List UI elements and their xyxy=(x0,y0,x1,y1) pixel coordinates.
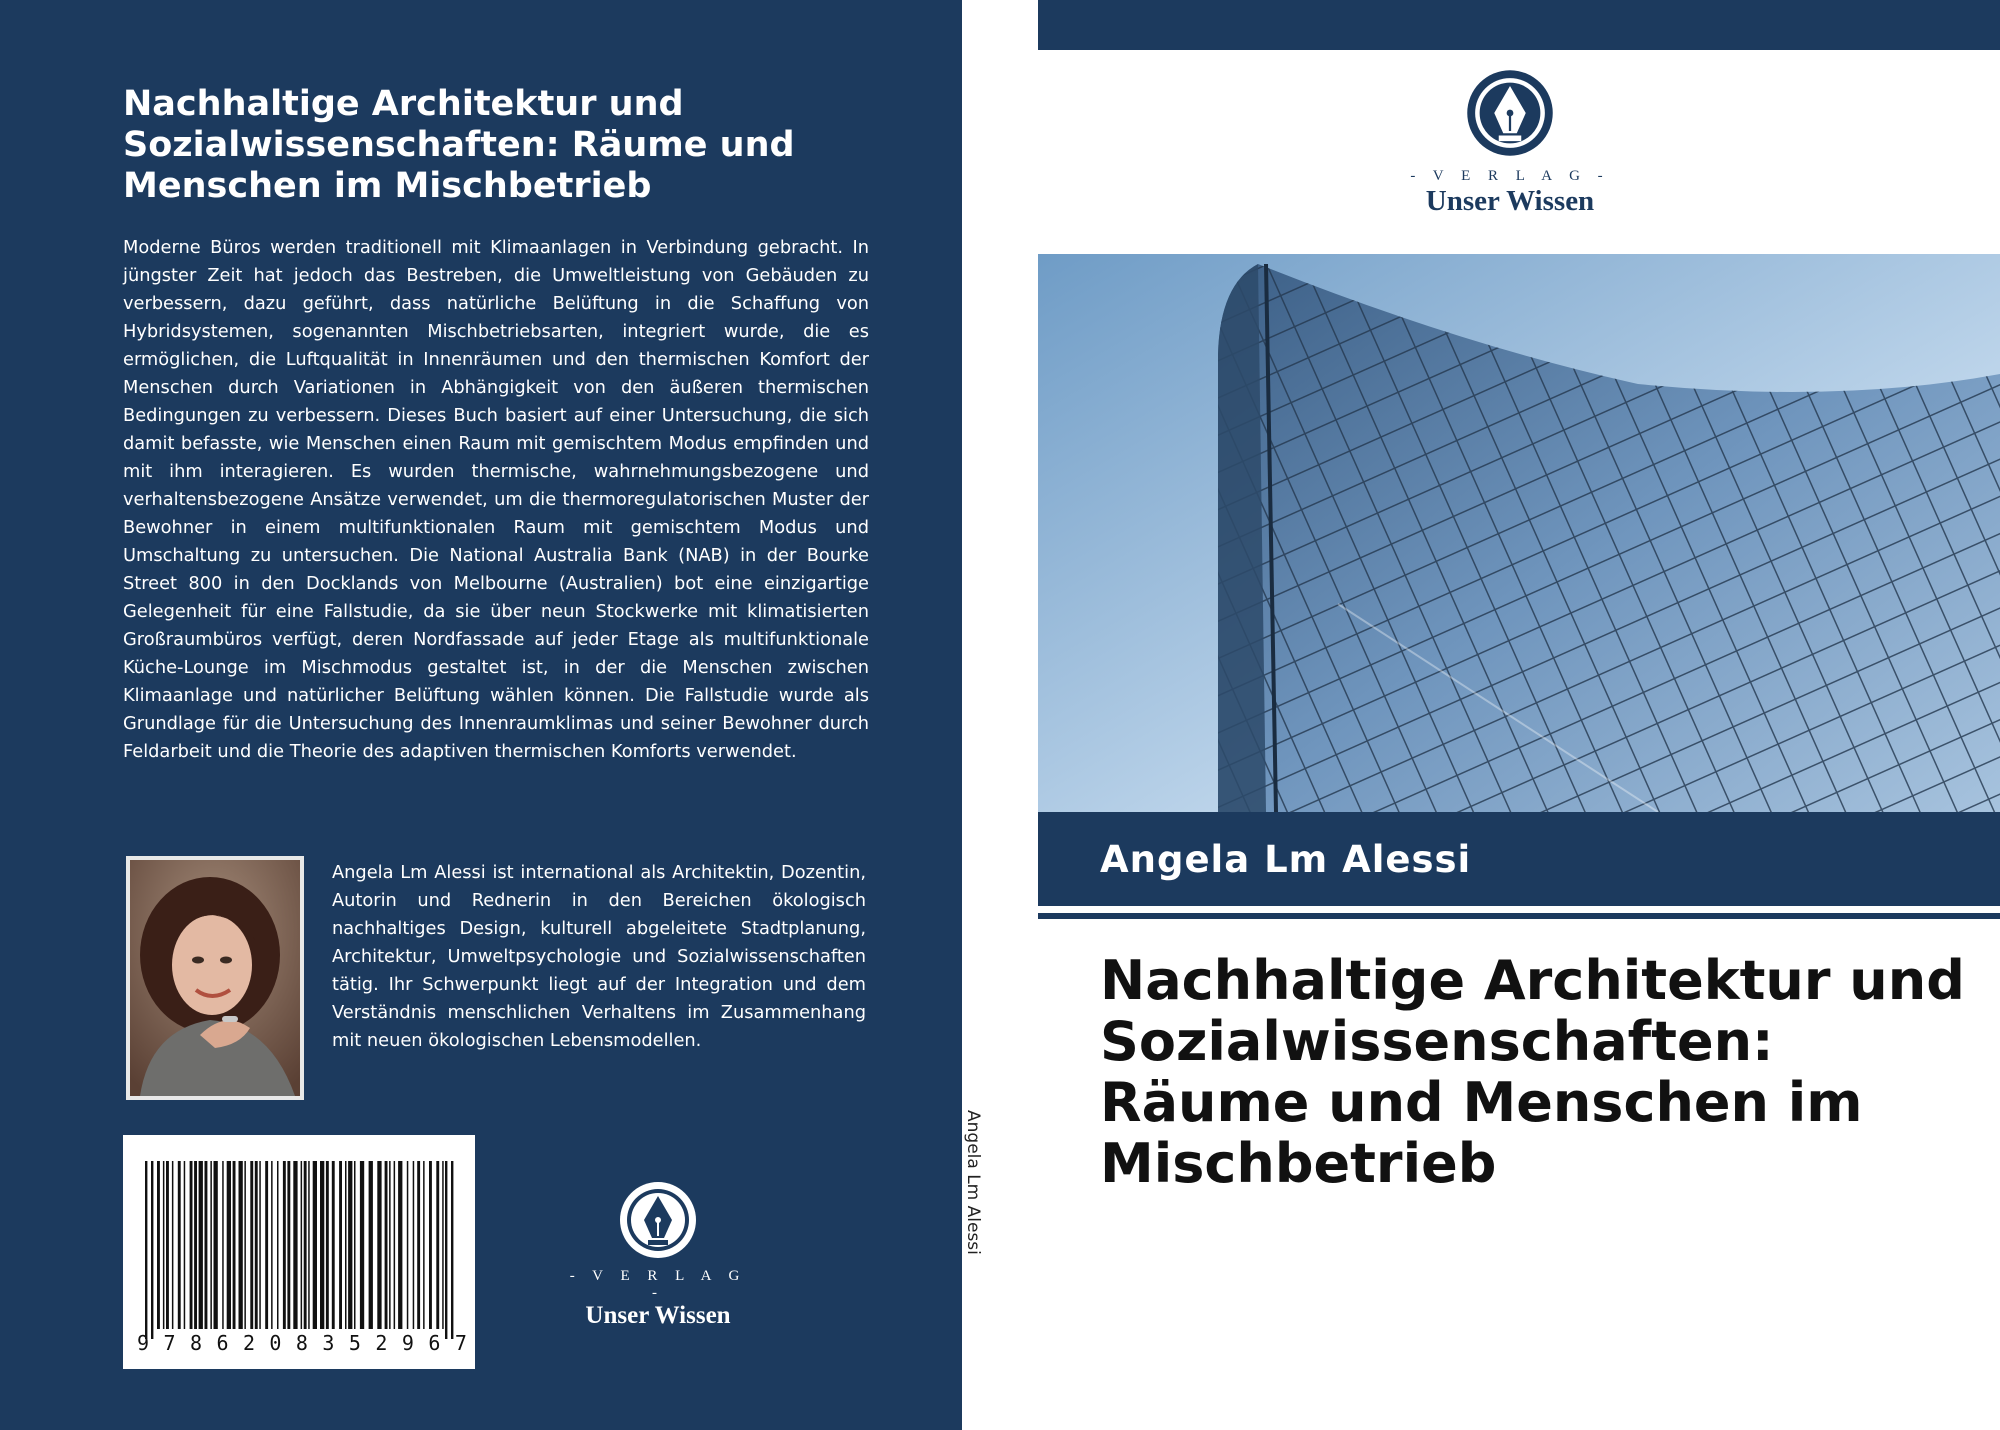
front-cover-title: Nachhaltige Architektur und Sozialwissenschaften: Räume und Menschen im Mischbetrieb xyxy=(1100,949,1965,1195)
isbn-digit: 5 xyxy=(348,1331,361,1355)
isbn-digit: 8 xyxy=(189,1331,203,1355)
front-logo-name: Unser Wissen xyxy=(1425,185,1595,217)
front-author-name: Angela Lm Alessi xyxy=(1100,838,1472,881)
isbn-digit: 9 xyxy=(137,1331,150,1355)
fountain-pen-nib-icon xyxy=(618,1180,698,1260)
isbn-digit: 0 xyxy=(269,1331,282,1355)
back-logo-name: Unser Wissen xyxy=(585,1302,731,1329)
back-logo-verlag: - V E R L A G - xyxy=(569,1268,747,1301)
isbn-digit: 6 xyxy=(428,1331,441,1355)
front-top-bar xyxy=(1038,0,2000,50)
isbn-digit: 2 xyxy=(375,1331,388,1355)
isbn-digit: 8 xyxy=(295,1331,308,1355)
front-divider-rule xyxy=(1038,913,2000,919)
author-photo xyxy=(126,856,304,1100)
cover-photo-glass-building xyxy=(1038,254,2000,812)
isbn-number xyxy=(137,1331,467,1355)
front-publisher-logo xyxy=(1400,68,1620,218)
isbn-digit: 2 xyxy=(242,1331,255,1355)
spine-author: Angela Lm Alessi xyxy=(963,1110,983,1255)
back-cover-title: Nachhaltige Architektur und Sozialwissenschaften: Räume und Menschen im Mischbetrieb xyxy=(123,84,795,206)
isbn-digit: 6 xyxy=(216,1331,229,1355)
fountain-pen-nib-icon xyxy=(1465,68,1555,158)
front-author-bar xyxy=(1038,812,2000,906)
back-publisher-logo xyxy=(560,1180,756,1330)
isbn-digit: 7 xyxy=(454,1331,467,1355)
isbn-digit: 9 xyxy=(401,1331,414,1355)
front-logo-verlag: - V E R L A G - xyxy=(1410,168,1610,184)
back-cover-blurb: Moderne Büros werden traditionell mit Klimaanlagen in Verbindung gebracht. In jüngster Zeit hat jedoch das Bestreben, die Umweltleistung von Gebäuden zu verbessern, dazu geführt, dass natürliche Belüftung in die Schaffung von Hybridsystemen, sogenannten Mischbetriebsarten, integriert wurde, die es ermöglichen, die Luftqualität in Innenräumen und den thermischen Komfort der Menschen durch Variationen in Abhängigkeit von den äußeren thermischen Bedingungen zu verbessern. Dieses Buch basiert auf einer Untersuchung, die sich damit befasste, wie Menschen einen Raum mit gemischtem Modus empfinden und mit ihm interagieren. Es wurden thermische, wahrnehmungsbezogene und verhaltensbezogene Ansätze verwendet, um die thermoregulatorischen Muster der Bewohner in einem multifunktionalen Raum mit gemischtem Modus und Umschaltung zu untersuchen. Die National Australia Bank (NAB) in der Bourke Street 800 in den Docklands von Melbourne (Australien) bot eine einzigartige Gelegenheit für eine Fallstudie, da sie über neun Stockwerke mit klimatisierten Großraumbüros verfügt, deren Nordfassade auf jeder Etage als multifunktionale Küche-Lounge im Mischmodus gestaltet ist, in der die Menschen zwischen Klimaanlage und natürlicher Belüftung wählen können. Die Fallstudie wurde als Grundlage für die Untersuchung des Innenraumklimas und seiner Bewohner durch Feldarbeit und die Theorie des adaptiven thermischen Komforts verwendet. xyxy=(123,237,869,762)
isbn-barcode xyxy=(123,1135,475,1369)
isbn-digit: 7 xyxy=(163,1331,176,1355)
isbn-digit: 3 xyxy=(322,1331,335,1355)
author-bio: Angela Lm Alessi ist international als Architektin, Dozentin, Autorin und Rednerin in den Bereichen ökologisch nachhaltiges Design, kulturell abgeleitete Stadtplanung, Architektur, Umweltpsychologie und Sozialwissenschaften tätig. Ihr Schwerpunkt liegt auf der Integration und dem Verständnis menschlichen Verhaltens im Zusammenhang mit neuen ökologischen Lebensmodellen. xyxy=(332,862,866,1051)
